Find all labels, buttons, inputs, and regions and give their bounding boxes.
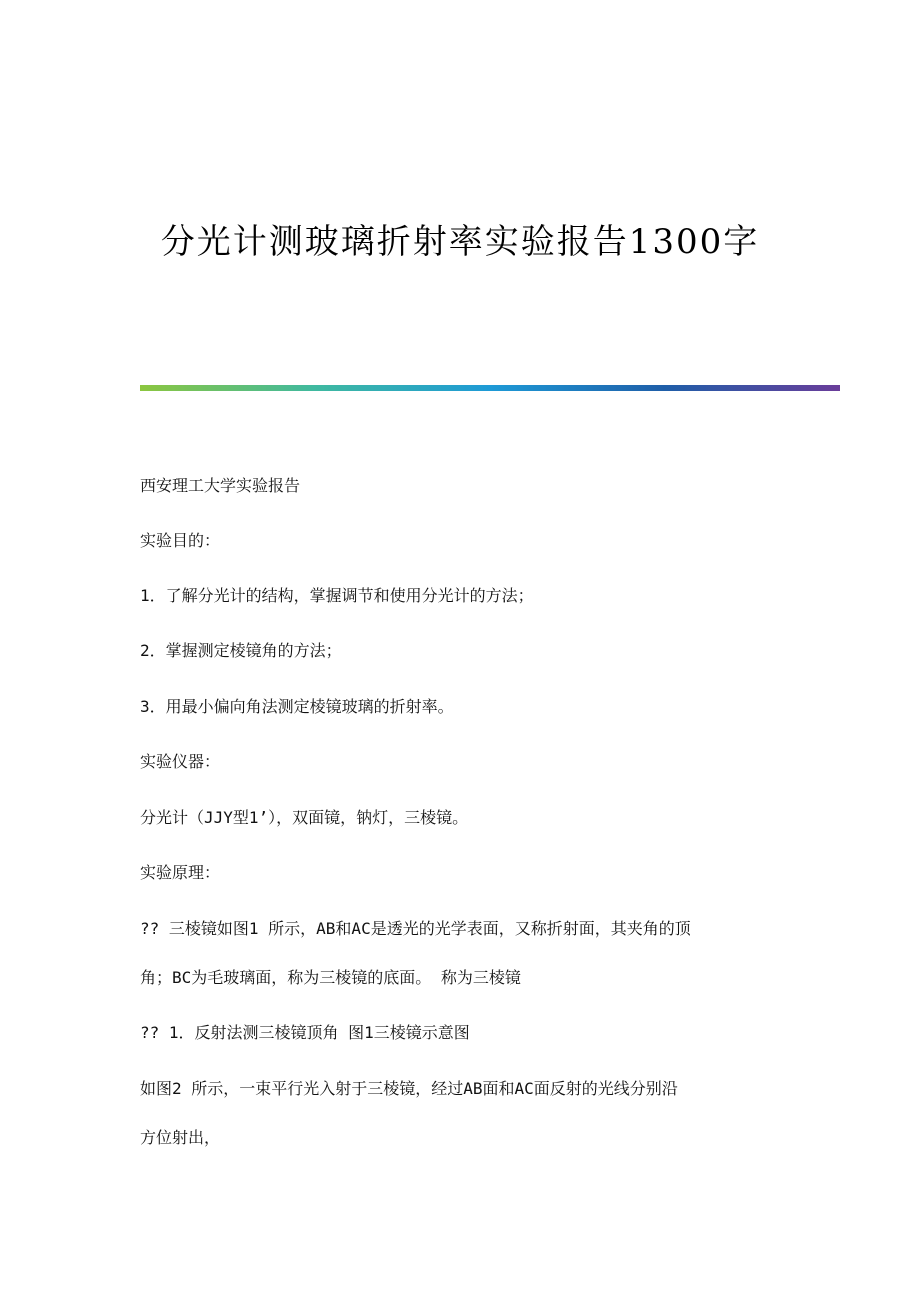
paragraph-figure2-line-2: 方位射出，	[140, 1128, 221, 1147]
paragraph-principle-line-1: ?? 三棱镜如图1 所示，AB和AC是透光的光学表面，又称折射面，其夹角的顶	[140, 919, 691, 938]
paragraph-principle-heading: 实验原理：	[140, 863, 221, 882]
paragraph-instruments: 分光计（JJY型1’），双面镜，钠灯，三棱镜。	[140, 808, 469, 827]
paragraph-purpose-2: 2．掌握测定棱镜角的方法；	[140, 641, 342, 660]
paragraph-purpose-1: 1．了解分光计的结构，掌握调节和使用分光计的方法；	[140, 586, 534, 605]
paragraph-purpose-3: 3．用最小偏向角法测定棱镜玻璃的折射率。	[140, 697, 454, 716]
paragraph-principle-line-2: 角；BC为毛玻璃面，称为三棱镜的底面。 称为三棱镜	[140, 968, 521, 987]
paragraph-reflection-method: ?? 1．反射法测三棱镜顶角 图1三棱镜示意图	[140, 1023, 470, 1042]
document-title: 分光计测玻璃折射率实验报告1300字	[160, 222, 760, 262]
paragraph-figure2-line-1: 如图2 所示，一束平行光入射于三棱镜，经过AB面和AC面反射的光线分别沿	[140, 1079, 678, 1098]
paragraph-university: 西安理工大学实验报告	[140, 476, 301, 495]
paragraph-instruments-heading: 实验仪器：	[140, 752, 221, 771]
gradient-divider	[140, 385, 840, 391]
paragraph-purpose-heading: 实验目的：	[140, 531, 221, 550]
